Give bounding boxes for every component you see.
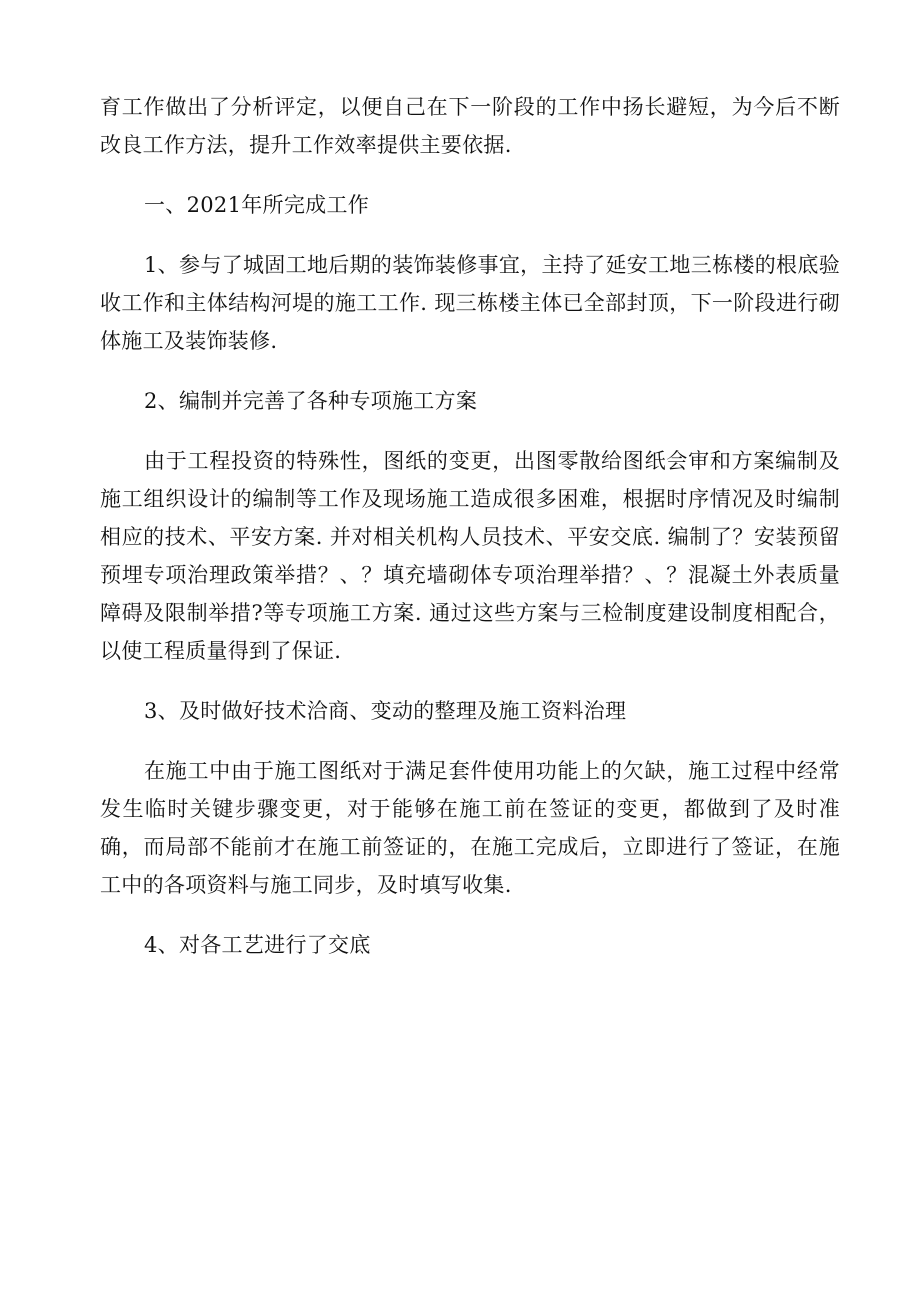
paragraph-item-3-body: 在施工中由于施工图纸对于满足套件使用功能上的欠缺，施工过程中经常发生临时关键步骤变更，对于能够在施工前在签证的变更，都做到了及时准确，而局部不能前才在施工前签证的，在施工完成后，立即进行了签证，在施工中的各项资料与施工同步，及时填写收集. — [100, 759, 840, 897]
section-heading-2021-work: 一、2021年所完成工作 — [144, 193, 370, 217]
subheading-item-4: 4、对各工艺进行了交底 — [144, 933, 371, 957]
paragraph-item-2-body: 由于工程投资的特殊性，图纸的变更，出图零散给图纸会审和方案编制及施工组织设计的编制等工作及现场施工造成很多困难，根据时序情况及时编制相应的技术、平安方案. 并对相关机构人员技术、平安交底. 编制了？安装预留预埋专项治理政策举措？、？填充墙砌体专项治理举措？、？混凝土外表质量障碍及限制举措?等专项施工方案. 通过这些方案与三检制度建设制度相配合，以使工程质量得到了保证. — [100, 449, 840, 663]
paragraph-continuation: 育工作做出了分析评定，以便自己在下一阶段的工作中扬长避短，为今后不断改良工作方法，提升工作效率提供主要依据. — [100, 95, 840, 157]
subheading-item-3: 3、及时做好技术洽商、变动的整理及施工资料治理 — [144, 699, 627, 723]
subheading-item-2: 2、编制并完善了各种专项施工方案 — [144, 389, 478, 413]
paragraph-item-1: 1、参与了城固工地后期的装饰装修事宜，主持了延安工地三栋楼的根底验收工作和主体结构河堤的施工工作. 现三栋楼主体已全部封顶，下一阶段进行砌体施工及装饰装修. — [100, 253, 840, 353]
document-body — [100, 88, 840, 986]
